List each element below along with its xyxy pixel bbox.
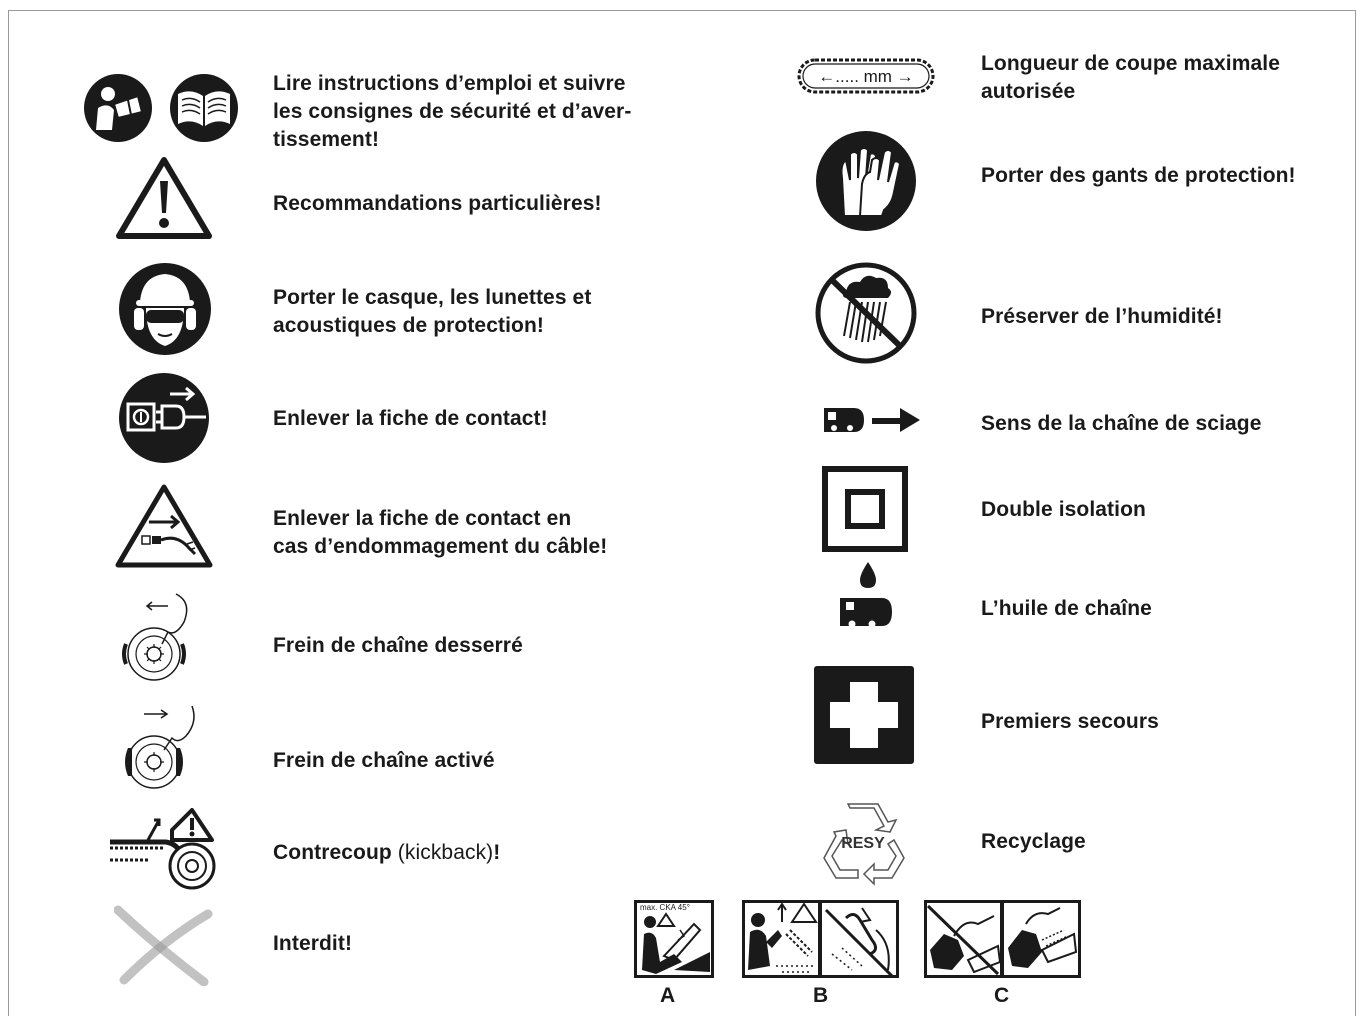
panel-a-image <box>634 900 714 978</box>
label-unplug-cable <box>273 505 607 561</box>
label-line: cas d’endommagement du câble! <box>273 535 608 558</box>
label-brake-released <box>273 632 523 660</box>
first-aid-icon <box>812 664 916 766</box>
chain-brake-released-icon <box>118 592 198 684</box>
panel-b-image <box>742 900 900 978</box>
recycling-icon <box>818 800 908 886</box>
recycling-text: RESY <box>841 835 885 852</box>
label-line: Porter le casque, les lunettes et <box>273 286 592 309</box>
damaged-cable-warning-icon <box>115 484 213 568</box>
chain-brake-activated-icon <box>120 704 200 790</box>
chain-oil-icon <box>836 560 894 634</box>
kickback-icon <box>108 808 216 890</box>
label-line: acoustiques de protection! <box>273 314 544 337</box>
label-gloves <box>981 162 1296 190</box>
label-normal-part: (kickback) <box>391 841 494 864</box>
label-line: Enlever la fiche de contact en <box>273 507 572 530</box>
panel-a-label: A <box>660 984 676 1007</box>
label-ppe <box>273 284 591 340</box>
label-chain-direction <box>981 410 1262 438</box>
warning-triangle-icon <box>116 157 212 239</box>
label-line: Recyclage <box>981 830 1086 853</box>
label-line: L’huile de chaîne <box>981 597 1152 620</box>
unplug-icon <box>118 372 210 464</box>
label-recycling <box>981 828 1086 856</box>
max-cut-length-text: ←..... mm → <box>818 67 914 86</box>
label-line: Interdit! <box>273 932 353 955</box>
label-double-insulation <box>981 496 1146 524</box>
label-forbidden <box>273 930 352 958</box>
label-unplug <box>273 405 548 433</box>
label-line: les consignes de sécurité et d’aver- <box>273 100 632 123</box>
panel-c-label: C <box>994 984 1010 1007</box>
label-humidity <box>981 303 1223 331</box>
label-line: Porter des gants de protection! <box>981 164 1296 187</box>
label-line: Premiers secours <box>981 710 1159 733</box>
label-line: autorisée <box>981 80 1076 103</box>
label-brake-activated <box>273 747 495 775</box>
label-kickback <box>273 839 500 867</box>
label-line: Frein de chaîne desserré <box>273 634 523 657</box>
gloves-icon <box>814 130 918 232</box>
label-read-manual <box>273 70 631 154</box>
read-manual-icon <box>84 74 240 144</box>
label-line: Double isolation <box>981 498 1146 521</box>
label-max-length <box>981 50 1280 106</box>
label-line: Préserver de l’humidité! <box>981 305 1223 328</box>
helmet-goggles-earmuffs-icon <box>118 262 212 356</box>
label-first-aid <box>981 708 1159 736</box>
label-line: Longueur de coupe maximale <box>981 52 1280 75</box>
label-line: Lire instructions d’emploi et suivre <box>273 72 626 95</box>
panel-c-image <box>924 900 1082 978</box>
label-warning <box>273 190 602 218</box>
label-line: tissement! <box>273 128 380 151</box>
label-line: Recommandations particulières! <box>273 192 602 215</box>
label-line: Frein de chaîne activé <box>273 749 495 772</box>
label-end-part: ! <box>493 841 501 864</box>
label-line: Sens de la chaîne de sciage <box>981 412 1262 435</box>
max-cut-length-icon <box>796 56 938 96</box>
label-bold-part: Contrecoup <box>273 841 392 864</box>
no-rain-icon <box>812 262 920 364</box>
double-insulation-icon <box>822 466 908 552</box>
chain-direction-icon <box>820 400 922 436</box>
panel-a-caption: max. CKA 45° <box>640 903 690 912</box>
label-chain-oil <box>981 595 1152 623</box>
label-line: Enlever la fiche de contact! <box>273 407 548 430</box>
panel-b-label: B <box>813 984 829 1007</box>
forbidden-cross-icon <box>114 904 214 986</box>
